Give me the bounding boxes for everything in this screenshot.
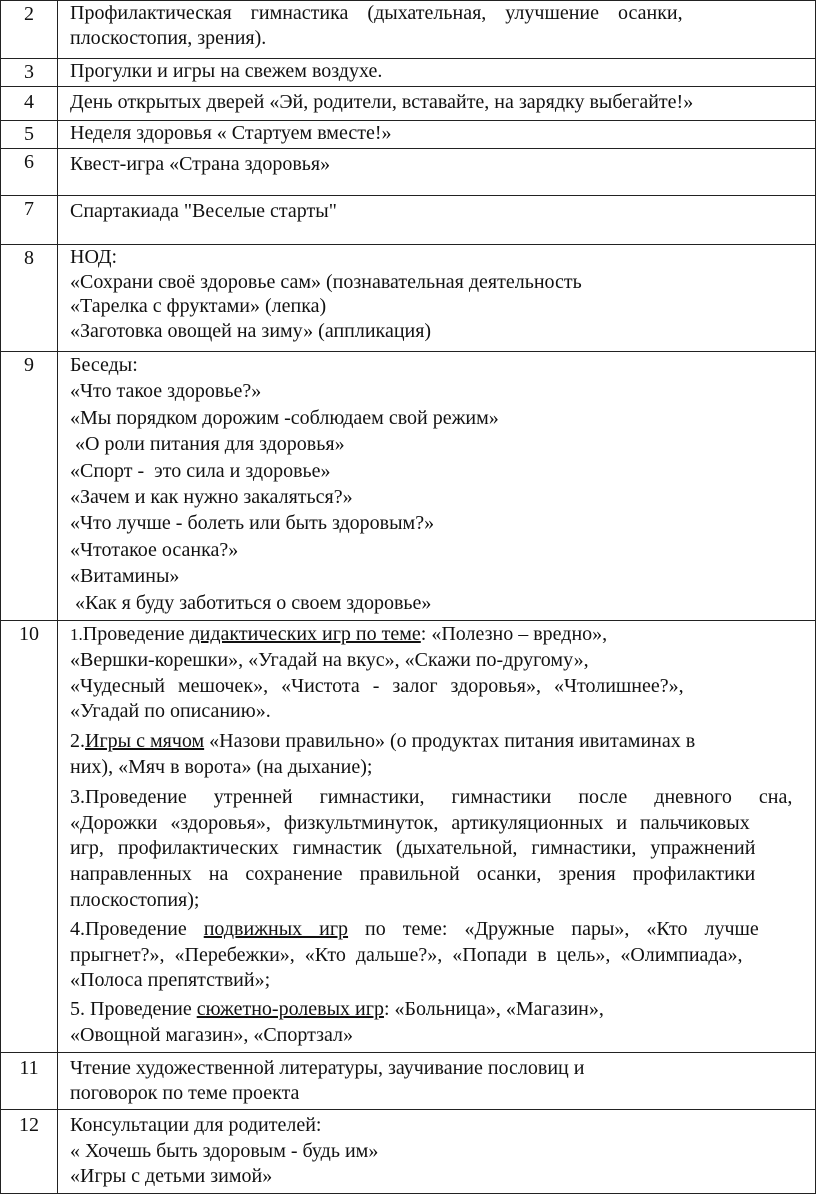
table-row: [1, 59, 816, 87]
text-line: «Полоса препятствий»;: [70, 969, 271, 992]
text-line: «Игры с детьми зимой»: [70, 1165, 273, 1187]
table-row: [1, 1053, 816, 1110]
text-span: Проведение: [82, 623, 190, 645]
text-line: Квест-игра «Страна здоровья»: [70, 153, 331, 175]
text-line: «Что лучше - болеть или быть здоровым?»: [70, 512, 435, 535]
text-line: прыгнет?», «Перебежки», «Кто дальше?», «Попади в цель», «Олимпиада»,: [70, 943, 743, 966]
text-line: направленных на сохранение правильной осанки, зрения профилактики: [70, 863, 756, 886]
text-line: «О роли питания для здоровья»: [70, 433, 345, 456]
text-line: [70, 917, 815, 943]
table-row: [1, 352, 816, 621]
text-line: «Как я буду заботиться о своем здоровье»: [70, 591, 432, 614]
text-line: [70, 997, 815, 1023]
text-line: «Зачем и как нужно закаляться?»: [70, 486, 353, 509]
text-line: «Что такое здоровье?»: [70, 380, 262, 403]
row-text: [58, 149, 816, 196]
text-line: «Вершки-корешки», «Угадай на вкус», «Скажи по-другому»,: [70, 648, 589, 671]
text-line: [70, 729, 815, 755]
row-number: 9: [1, 352, 58, 621]
row-number: 6: [1, 149, 58, 196]
text-line: Консультации для родителей:: [70, 1114, 322, 1136]
row-text: [58, 1110, 816, 1194]
text-line: «Витамины»: [70, 565, 180, 588]
text-line: Спартакиада "Веселые старты": [70, 200, 337, 222]
text-line: Чтение художественной литературы, заучивание пословиц и: [70, 1057, 585, 1079]
item-number: 2.: [70, 730, 85, 753]
text-line: «Чудесный мешочек», «Чистота - залог здоровья», «Чтолишнее?»,: [70, 674, 684, 697]
row-text: [58, 196, 816, 245]
row-number: 8: [1, 245, 58, 352]
text-line: плоскостопия);: [70, 888, 200, 911]
row-number: 4: [1, 87, 58, 121]
text-line: 3.Проведение утренней гимнастики, гимнастики после дневного сна,: [70, 785, 793, 808]
row-number: 2: [1, 1, 58, 59]
text-line: «Мы порядком дорожим -соблюдаем свой режим»: [70, 406, 499, 429]
text-line: «Чтотакое осанка?»: [70, 538, 239, 561]
text-span: 5. Проведение: [70, 998, 197, 1021]
row-text: [58, 87, 816, 121]
text-line: «Сохрани своё здоровье сам» (познавательная деятельность: [70, 270, 582, 293]
row-text: [58, 121, 816, 149]
text-line: « Хочешь быть здоровым - будь им»: [70, 1139, 379, 1162]
underlined-text: дидактических игр по теме: [189, 623, 421, 645]
text-line: игр, профилактических гимнастик (дыхательной, гимнастики, упражнений: [70, 837, 756, 860]
text-span: «Назови правильно» (о продуктах питания ивитаминах в: [204, 730, 696, 753]
text-line: [70, 622, 815, 648]
text-line: «Угадай по описанию».: [70, 700, 271, 723]
text-line: Прогулки и игры на свежем воздухе.: [70, 60, 383, 82]
row-number: 7: [1, 196, 58, 245]
text-line: «Спорт - это сила и здоровье»: [70, 459, 331, 482]
table-row: [1, 245, 816, 352]
text-line: плоскостопия, зрения).: [70, 26, 267, 49]
table-row: [1, 196, 816, 245]
text-span: : «Полезно – вредно»,: [420, 623, 608, 645]
text-line: НОД:: [70, 246, 118, 268]
text-line: поговорок по теме проекта: [70, 1081, 300, 1104]
row-number: 3: [1, 59, 58, 87]
text-line: Профилактическая гимнастика (дыхательная, улучшение осанки,: [70, 2, 683, 24]
table-row: [1, 1110, 816, 1194]
row-number: 5: [1, 121, 58, 149]
row-text: [58, 1, 816, 59]
row-number: 11: [1, 1053, 58, 1110]
text-line: «Заготовка овощей на зиму» (аппликация): [70, 319, 432, 342]
table-row: [1, 621, 816, 1053]
text-span: : «Больница», «Магазин»,: [383, 998, 604, 1021]
row-text: [58, 1053, 816, 1110]
row-number: 10: [1, 621, 58, 1053]
row-text: [58, 352, 816, 621]
text-line: них), «Мяч в ворота» (на дыхание);: [70, 755, 373, 778]
text-line: «Тарелка с фруктами» (лепка): [70, 295, 327, 317]
row-number: 12: [1, 1110, 58, 1194]
text-span: 4.Проведение: [70, 917, 204, 940]
underlined-text: сюжетно-ролевых игр: [196, 998, 384, 1021]
text-line: Неделя здоровья « Стартуем вместе!»: [70, 122, 392, 144]
text-line: День открытых дверей «Эй, родители, вставайте, на зарядку выбегайте!»: [70, 91, 694, 113]
table-row: [1, 149, 816, 196]
text-line: Беседы:: [70, 354, 138, 376]
underlined-text: Игры с мячом: [85, 730, 205, 753]
table-row: [1, 1, 816, 59]
text-line: «Дорожки «здоровья», физкультминуток, артикуляционных и пальчиковых: [70, 811, 750, 834]
table-row: [1, 87, 816, 121]
row-text: [58, 245, 816, 352]
row-text: [58, 59, 816, 87]
row-text: [58, 621, 816, 1053]
item-number: 1.: [70, 625, 83, 644]
underlined-text: подвижных игр: [203, 917, 349, 940]
table-row: [1, 121, 816, 149]
text-span: по теме: «Дружные пары», «Кто лучше: [348, 917, 759, 940]
text-line: «Овощной магазин», «Спортзал»: [70, 1023, 354, 1046]
